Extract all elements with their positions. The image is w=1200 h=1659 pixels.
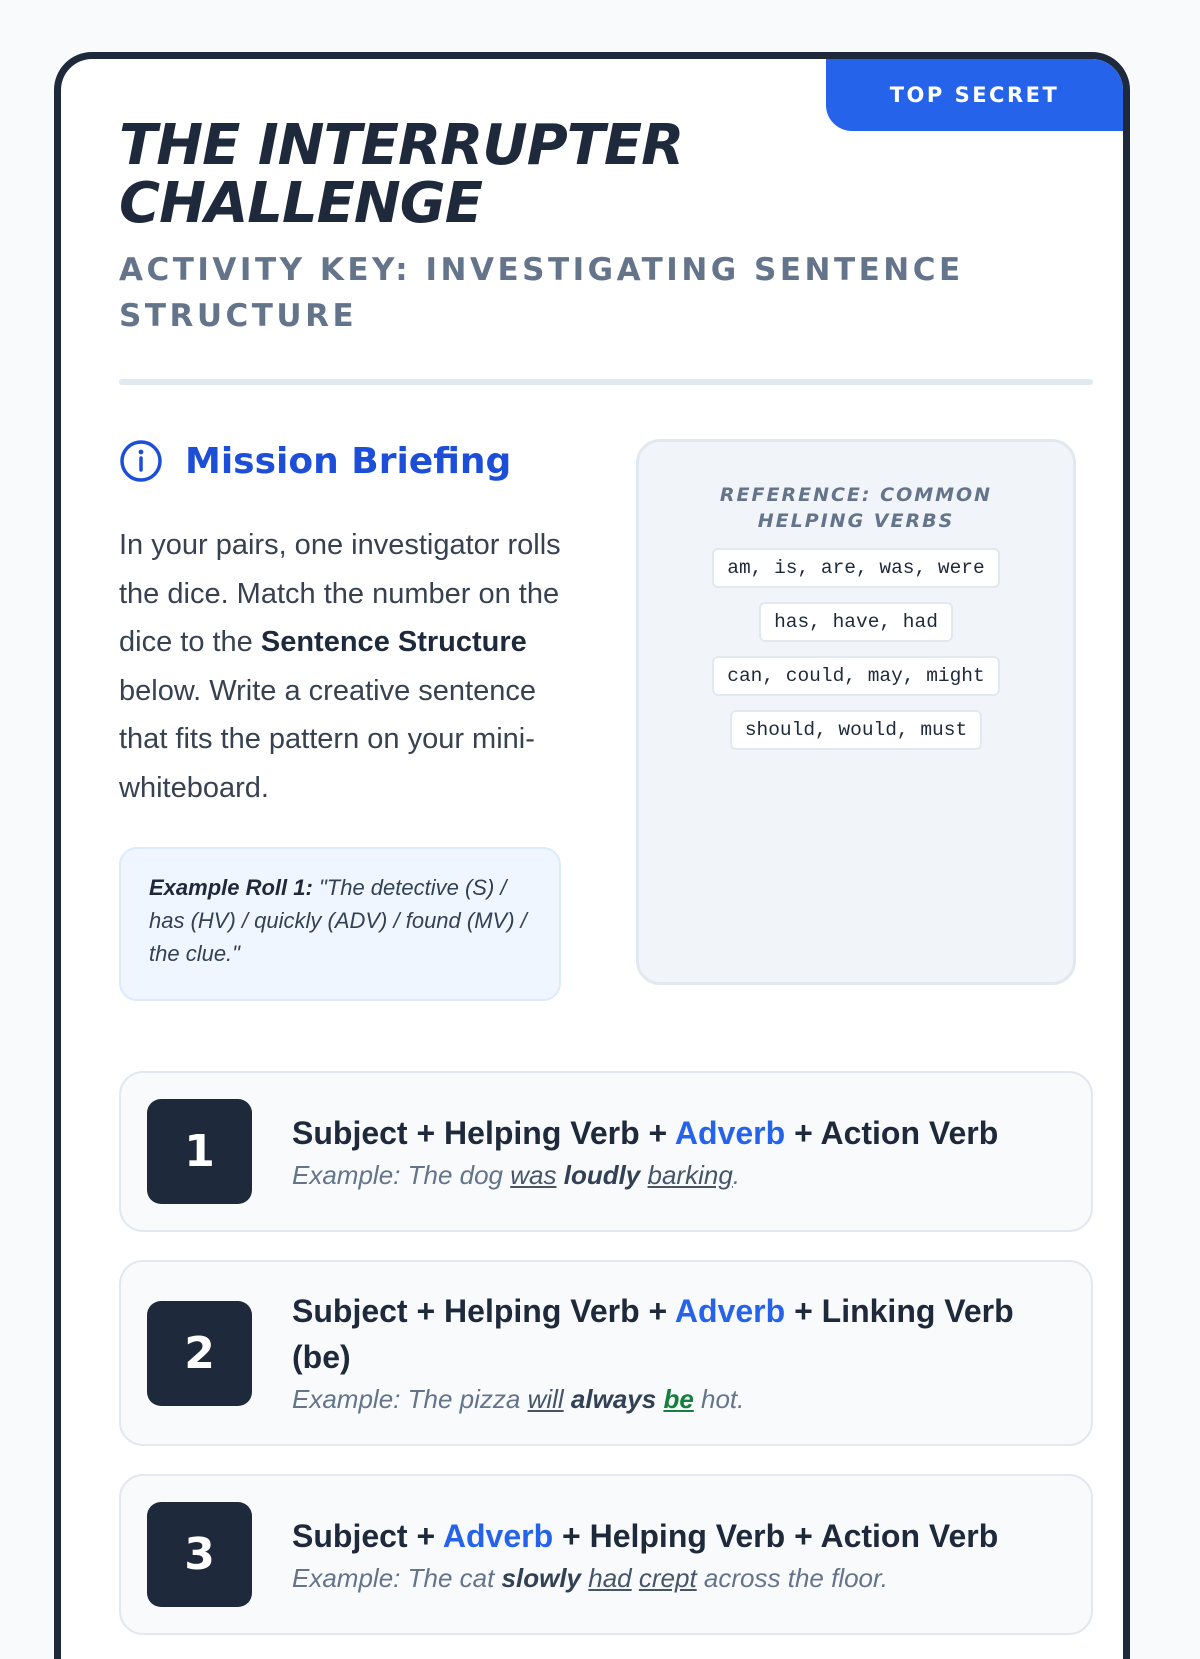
info-icon <box>119 439 163 483</box>
page-subtitle: ACTIVITY KEY: INVESTIGATING SENTENCE STRUCTURE <box>119 252 964 334</box>
structure-formula: Subject + Adverb + Helping Verb + Action Verb <box>292 1517 999 1554</box>
structure-example: Example: The pizza will always be hot. <box>292 1384 745 1414</box>
helping-verb-chip: has, have, had <box>759 602 953 642</box>
briefing-emphasis: Sentence Structure <box>260 626 527 658</box>
dice-number: 2 <box>147 1301 252 1406</box>
activity-card <box>54 52 1130 1659</box>
structure-row <box>119 1071 1093 1232</box>
briefing-heading: Mission Briefing <box>185 440 512 482</box>
reference-panel <box>636 439 1076 985</box>
example-roll-box <box>119 847 561 1001</box>
reference-title: REFERENCE: COMMON HELPING VERBS <box>719 484 993 532</box>
structure-row <box>119 1260 1093 1446</box>
helping-verb-list <box>712 548 999 750</box>
structure-formula: Subject + Helping Verb + Adverb + Linking Verb (be) <box>292 1293 1014 1375</box>
briefing-text: In your pairs, one investigator rolls the dice. Match the number on the dice to the Sentence Structure below. Write a creative sentence that fits the pattern on your mini-whiteboard. <box>119 529 561 804</box>
helping-verb-chip: am, is, are, was, were <box>712 548 999 588</box>
helping-verb-chip: should, would, must <box>730 710 982 750</box>
dice-number: 3 <box>147 1502 252 1607</box>
divider <box>119 379 1093 385</box>
page-title: THE INTERRUPTER CHALLENGE <box>119 113 684 236</box>
briefing-header <box>119 439 511 483</box>
structure-formula: Subject + Helping Verb + Adverb + Action Verb <box>292 1114 999 1151</box>
structure-example: Example: The cat slowly had crept across the floor. <box>292 1562 888 1593</box>
structure-row <box>119 1474 1093 1635</box>
example-label: Example Roll 1: <box>149 875 313 900</box>
example-text: "The detective (S) / has (HV) / quickly (ADV) / found (MV) / the clue." <box>149 875 527 966</box>
structure-list <box>119 1071 1093 1635</box>
top-secret-badge: TOP SECRET <box>826 59 1123 131</box>
dice-number: 1 <box>147 1099 252 1204</box>
structure-example: Example: The dog was loudly barking. <box>292 1159 741 1190</box>
helping-verb-chip: can, could, may, might <box>712 656 999 696</box>
